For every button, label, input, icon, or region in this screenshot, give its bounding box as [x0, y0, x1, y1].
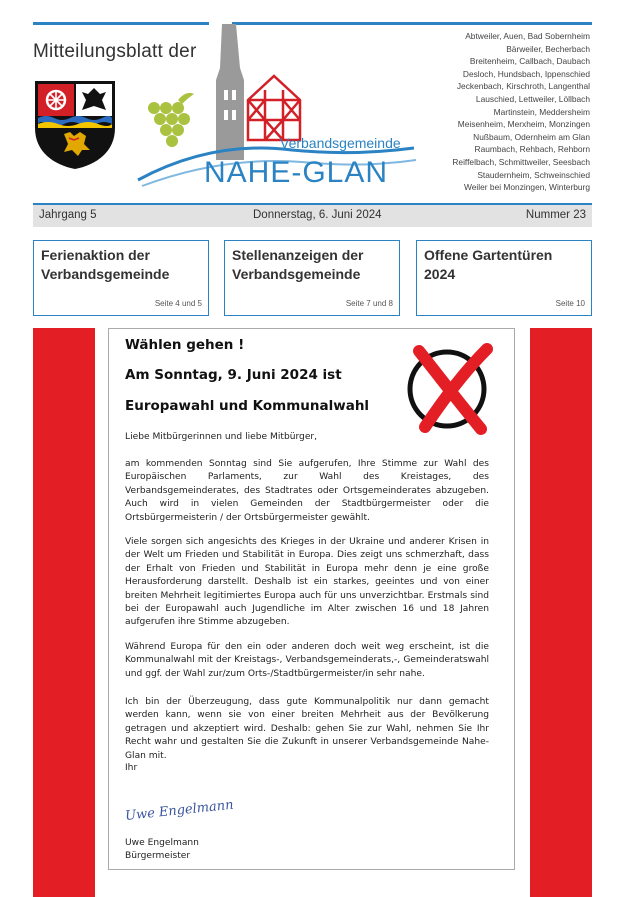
town-line: Weiler bei Monzingen, Winterburg	[464, 182, 590, 193]
town-line: Jeckenbach, Kirschroth, Langenthal	[456, 81, 590, 92]
letter-paragraph: am kommenden Sonntag sind Sie aufgerufen, Ihre Stimme zur Wahl des Europäischen Parlaments, zur Wahl des Kreistages, des Verbandsgemeinderates, des Stadtrates oder Ortsgemeinderates abzugeben. Auch wird in vielen Gemeinden der Stadtbürgermeister oder die Ortsbürgermeisterin / der Ortsbürgermeister gewählt.	[125, 459, 489, 523]
verbandsgemeinde-logo	[132, 20, 422, 192]
town-line: Abtweiler, Auen, Bad Sobernheim	[465, 31, 590, 41]
signature	[123, 788, 235, 830]
town-line: Meisenheim, Merxheim, Monzingen	[457, 119, 590, 130]
member-towns-list	[430, 30, 590, 194]
teaser-pages: Seite 4 und 5	[154, 299, 202, 308]
letter-salutation: Liebe Mitbürgerinnen und liebe Mitbürger,	[125, 432, 318, 442]
letter-paragraph: Viele sorgen sich angesichts des Krieges in der Ukraine und anderer Krisen in der Welt um Frieden und Stabilität in Europa. Dies zeigt uns schmerzhaft, dass der Erhalt von Frieden und Stabilität in Europa mehr denn je eine große Herausforderung darstellt. Deshalb ist ein starkes, geeintes und von einer breiten Mehrheit legitimiertes Europa auch für uns unverzichtbar. Erstmals sind bei der Europawahl auch Jugendliche im Alter zwischen 16 und 18 Jahren aufgerufen ihre Stimme abzugeben.	[125, 537, 489, 628]
town-line: Breitenheim, Callbach, Daubach	[469, 56, 590, 67]
letter-paragraph: Ich bin der Überzeugung, dass gute Kommunalpolitik nur dann gemacht werden kann, wenn sie von einer breiten Mehrheit aus der Bevölkerung getragen und akzeptiert wird. Deshalb: gehen Sie zur Wahl, nehmen Sie Ihr Recht wahr und gestalten Sie die Zukunft in unserer Verbandsgemeinde Nahe-Glan mit.	[125, 697, 489, 761]
ballot-cross-icon	[401, 341, 493, 433]
issue-volume: Jahrgang 5	[39, 209, 97, 221]
signer-role: Bürgermeister	[125, 851, 191, 861]
red-side-bar-right	[530, 328, 592, 897]
signature-text: Uwe Engelmann	[124, 797, 235, 824]
town-line: Staudernheim, Schweinschied	[477, 169, 590, 180]
teaser-title: Offene Gartentüren 2024	[424, 247, 553, 282]
letter-subheading: Europawahl und Kommunalwahl	[125, 398, 370, 414]
logo-line1: Verbandsgemeinde	[280, 135, 401, 151]
issue-info-bar	[33, 203, 592, 227]
letter-closing: Ihr	[125, 763, 138, 773]
teaser-pages: Seite 10	[555, 299, 585, 308]
town-line: Desloch, Hundsbach, Ippenschied	[462, 68, 590, 79]
town-line: Bärweiler, Becherbach	[506, 43, 590, 54]
letter-paragraph: Während Europa für den ein oder anderen doch weit weg erscheint, ist die Kommunalwahl mit der Kreistags-, Verbandsgemeinderats,-, Gemeinderatswahl und ggf. der Wahl zur/zum Orts-/Stadtbürgermeister/in sehr nahe.	[125, 642, 489, 679]
town-line: Raumbach, Rehbach, Rehborn	[474, 144, 590, 155]
town-line: Martinstein, Meddersheim	[493, 106, 590, 117]
coat-of-arms-icon	[34, 80, 116, 170]
teaser-pages: Seite 7 und 8	[345, 299, 393, 308]
teaser-title: Stellenanzeigen der Verbandsgemeinde	[232, 247, 364, 282]
teaser-title: Ferienaktion der Verbandsgemeinde	[41, 247, 170, 282]
letter-subheading: Am Sonntag, 9. Juni 2024 ist	[125, 367, 342, 383]
issue-number: Nummer 23	[525, 209, 586, 221]
town-line: Reiffelbach, Schmittweiler, Seesbach	[452, 156, 590, 167]
letter-heading: Wählen gehen !	[125, 337, 245, 353]
town-line: Nußbaum, Odernheim am Glan	[473, 131, 590, 142]
logo-line2: NAHE-GLAN	[204, 156, 389, 189]
town-line: Lauschied, Lettweiler, Löllbach	[475, 93, 590, 104]
mayor-letter	[108, 328, 515, 870]
issue-date: Donnerstag, 6. Juni 2024	[253, 209, 382, 221]
red-side-bar-left	[33, 328, 95, 897]
teaser-gartentueren[interactable]	[416, 240, 592, 316]
teaser-stellenanzeigen[interactable]	[224, 240, 400, 316]
masthead-title: Mitteilungsblatt der	[33, 41, 197, 62]
signer-name: Uwe Engelmann	[125, 838, 199, 848]
teaser-ferienaktion[interactable]	[33, 240, 209, 316]
